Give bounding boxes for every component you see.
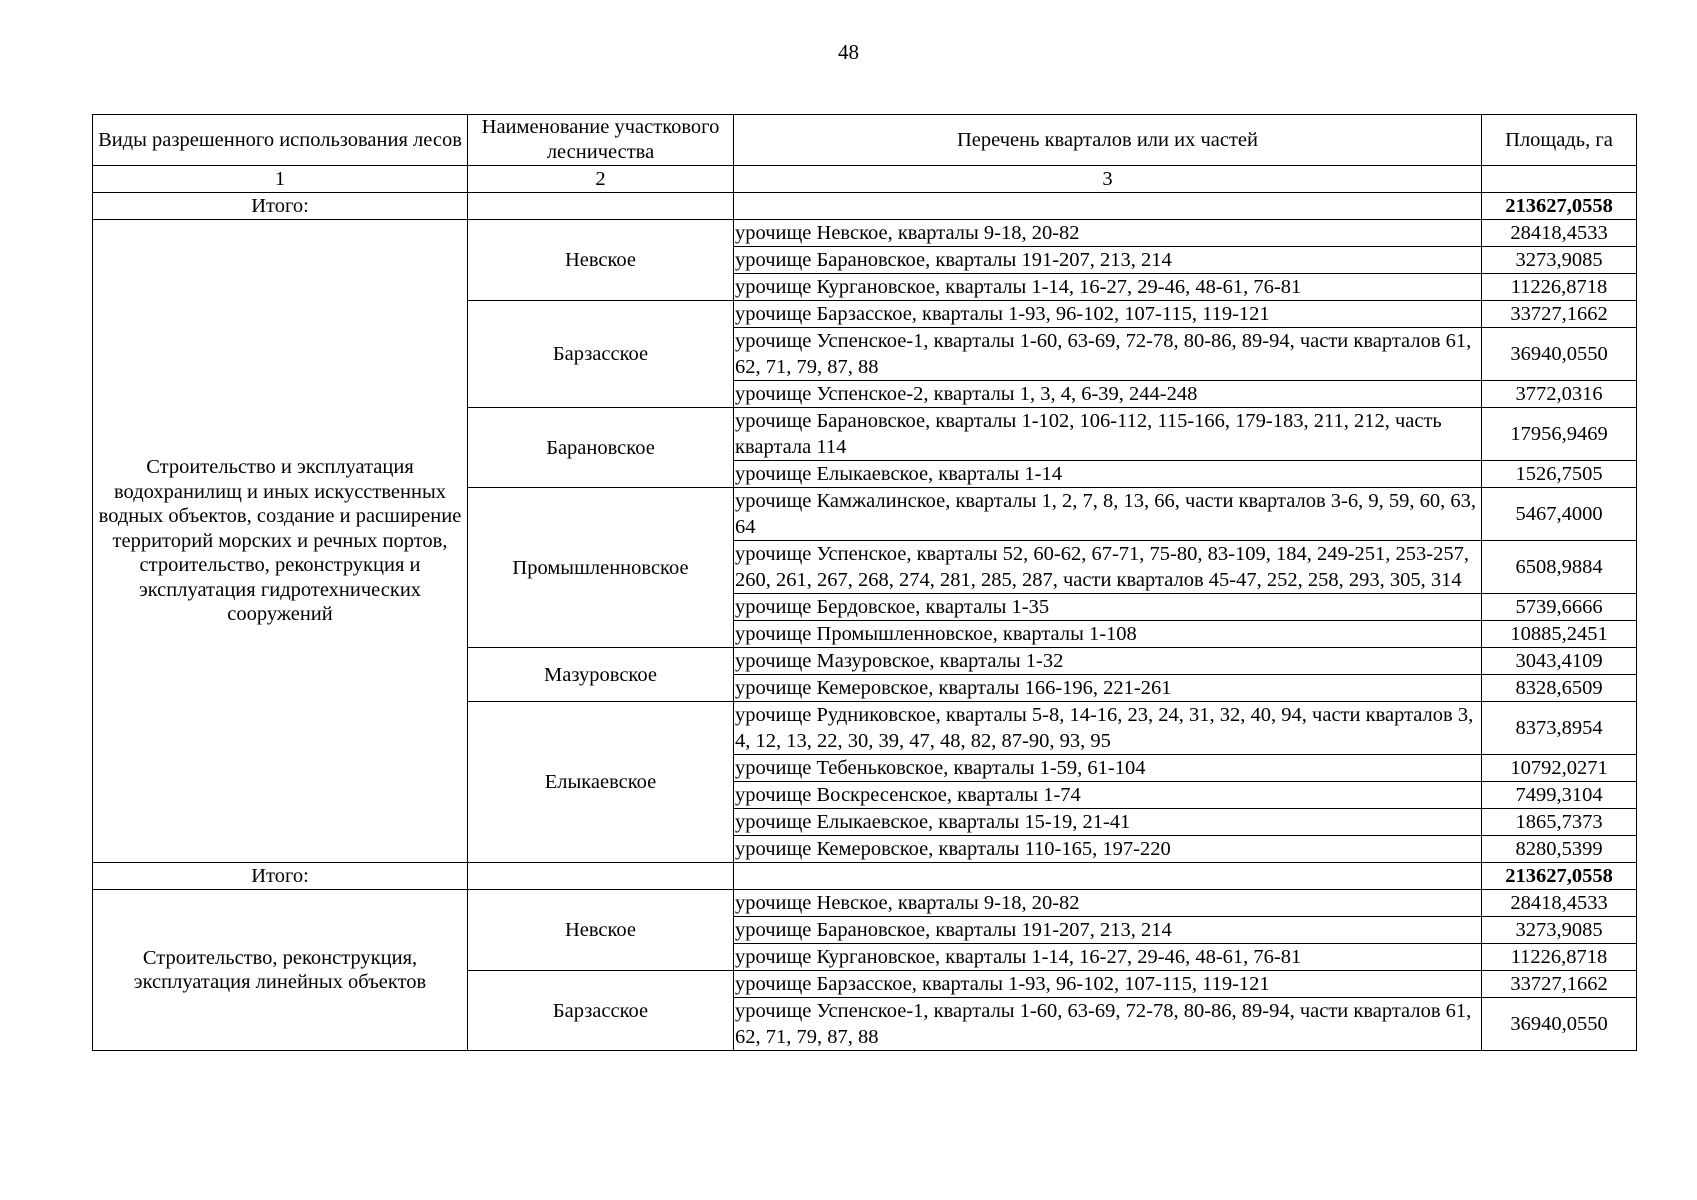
use-type-cell: Строительство, реконструкция, эксплуатация линейных объектов — [93, 890, 468, 1051]
total-row — [93, 193, 1637, 220]
page-number: 48 — [838, 40, 859, 64]
area-cell: 3273,9085 — [1482, 247, 1637, 274]
quarters-cell: урочище Барановское, кварталы 191-207, 213, 214 — [734, 247, 1482, 274]
header-use-type: Виды разрешенного использования лесов — [93, 115, 468, 166]
use-type-cell: Строительство и эксплуатация водохранилищ и иных искусственных водных объектов, создание и расширение территорий морских и речных портов, строительство, реконструкция и эксплуатация гидротехнических сооружений — [93, 220, 468, 863]
quarters-cell: урочище Рудниковское, кварталы 5-8, 14-16, 23, 24, 31, 32, 40, 94, части кварталов 3, 4, 12, 13, 22, 30, 39, 47, 48, 82, 87-90, 93, 95 — [734, 702, 1482, 755]
area-cell: 8373,8954 — [1482, 702, 1637, 755]
area-cell: 3043,4109 — [1482, 648, 1637, 675]
area-cell: 33727,1662 — [1482, 301, 1637, 328]
area-cell: 5467,4000 — [1482, 488, 1637, 541]
total-value: 213627,0558 — [1482, 193, 1637, 220]
forestry-name: Барзасское — [468, 971, 734, 1051]
area-cell: 3772,0316 — [1482, 381, 1637, 408]
total-empty-cell — [734, 193, 1482, 220]
forestry-name: Барзасское — [468, 301, 734, 408]
quarters-cell: урочище Кемеровское, кварталы 110-165, 197-220 — [734, 836, 1482, 863]
area-cell: 28418,4533 — [1482, 890, 1637, 917]
area-cell: 8280,5399 — [1482, 836, 1637, 863]
area-cell: 1526,7505 — [1482, 461, 1637, 488]
area-cell: 3273,9085 — [1482, 917, 1637, 944]
quarters-cell: урочище Камжалинское, кварталы 1, 2, 7, 8, 13, 66, части кварталов 3-6, 9, 59, 60, 63, 64 — [734, 488, 1482, 541]
quarters-cell: урочище Успенское-2, кварталы 1, 3, 4, 6-39, 244-248 — [734, 381, 1482, 408]
quarters-cell: урочище Успенское-1, кварталы 1-60, 63-69, 72-78, 80-86, 89-94, части кварталов 61, 62, 71, 79, 87, 88 — [734, 998, 1482, 1051]
area-cell: 11226,8718 — [1482, 944, 1637, 971]
area-cell: 36940,0550 — [1482, 328, 1637, 381]
total-empty-cell — [734, 863, 1482, 890]
quarters-cell: урочище Успенское, кварталы 52, 60-62, 67-71, 75-80, 83-109, 184, 249-251, 253-257, 260, 261, 267, 268, 274, 281, 285, 287, части кварталов 45-47, 252, 258, 293, 305, 314 — [734, 541, 1482, 594]
table-header-row — [93, 115, 1637, 166]
quarters-cell: урочище Кургановское, кварталы 1-14, 16-27, 29-46, 48-61, 76-81 — [734, 274, 1482, 301]
quarters-cell: урочище Кургановское, кварталы 1-14, 16-27, 29-46, 48-61, 76-81 — [734, 944, 1482, 971]
table-row — [93, 890, 1637, 917]
area-cell: 1865,7373 — [1482, 809, 1637, 836]
total-empty-cell — [468, 863, 734, 890]
quarters-cell: урочище Невское, кварталы 9-18, 20-82 — [734, 890, 1482, 917]
area-cell: 10792,0271 — [1482, 755, 1637, 782]
column-number-1: 1 — [93, 166, 468, 193]
area-cell: 8328,6509 — [1482, 675, 1637, 702]
area-cell: 28418,4533 — [1482, 220, 1637, 247]
total-value: 213627,0558 — [1482, 863, 1637, 890]
area-cell: 7499,3104 — [1482, 782, 1637, 809]
quarters-cell: урочище Барзасское, кварталы 1-93, 96-102, 107-115, 119-121 — [734, 971, 1482, 998]
quarters-cell: урочище Невское, кварталы 9-18, 20-82 — [734, 220, 1482, 247]
quarters-cell: урочище Барзасское, кварталы 1-93, 96-102, 107-115, 119-121 — [734, 301, 1482, 328]
forestry-name: Невское — [468, 890, 734, 971]
total-label: Итого: — [93, 863, 468, 890]
forest-use-table — [92, 114, 1637, 1051]
column-number-4 — [1482, 166, 1637, 193]
area-cell: 11226,8718 — [1482, 274, 1637, 301]
quarters-cell: урочище Тебеньковское, кварталы 1-59, 61-104 — [734, 755, 1482, 782]
area-cell: 6508,9884 — [1482, 541, 1637, 594]
quarters-cell: урочище Успенское-1, кварталы 1-60, 63-69, 72-78, 80-86, 89-94, части кварталов 61, 62, 71, 79, 87, 88 — [734, 328, 1482, 381]
total-row — [93, 863, 1637, 890]
area-cell: 10885,2451 — [1482, 621, 1637, 648]
area-cell: 5739,6666 — [1482, 594, 1637, 621]
forestry-name: Промышленновское — [468, 488, 734, 648]
forestry-name: Елыкаевское — [468, 702, 734, 863]
column-number-row — [93, 166, 1637, 193]
quarters-cell: урочище Мазуровское, кварталы 1-32 — [734, 648, 1482, 675]
column-number-2: 2 — [468, 166, 734, 193]
quarters-cell: урочище Воскресенское, кварталы 1-74 — [734, 782, 1482, 809]
area-cell: 36940,0550 — [1482, 998, 1637, 1051]
forestry-name: Невское — [468, 220, 734, 301]
quarters-cell: урочище Елыкаевское, кварталы 1-14 — [734, 461, 1482, 488]
quarters-cell: урочище Бердовское, кварталы 1-35 — [734, 594, 1482, 621]
quarters-cell: урочище Барановское, кварталы 1-102, 106-112, 115-166, 179-183, 211, 212, часть квартала 114 — [734, 408, 1482, 461]
forestry-name: Барановское — [468, 408, 734, 488]
area-cell: 17956,9469 — [1482, 408, 1637, 461]
table-row — [93, 220, 1637, 247]
quarters-cell: урочище Барановское, кварталы 191-207, 213, 214 — [734, 917, 1482, 944]
quarters-cell: урочище Промышленновское, кварталы 1-108 — [734, 621, 1482, 648]
total-label: Итого: — [93, 193, 468, 220]
area-cell: 33727,1662 — [1482, 971, 1637, 998]
forestry-name: Мазуровское — [468, 648, 734, 702]
header-area: Площадь, га — [1482, 115, 1637, 166]
total-empty-cell — [468, 193, 734, 220]
column-number-3: 3 — [734, 166, 1482, 193]
quarters-cell: урочище Елыкаевское, кварталы 15-19, 21-41 — [734, 809, 1482, 836]
header-forestry: Наименование участкового лесничества — [468, 115, 734, 166]
header-quarters: Перечень кварталов или их частей — [734, 115, 1482, 166]
quarters-cell: урочище Кемеровское, кварталы 166-196, 221-261 — [734, 675, 1482, 702]
